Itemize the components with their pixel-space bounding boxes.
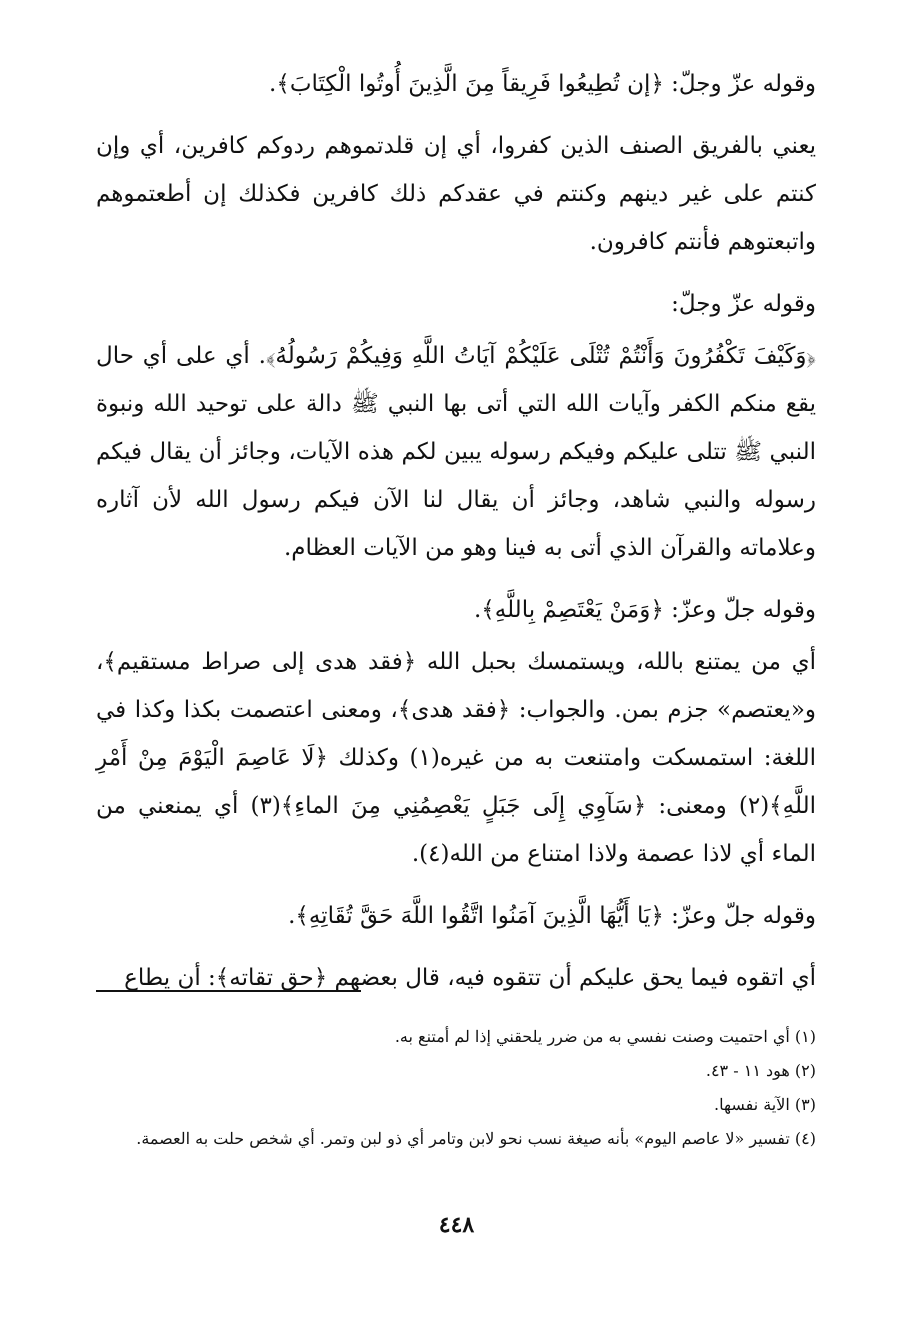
main-text: [96, 60, 816, 1016]
footnote-divider: [96, 990, 361, 992]
paragraph-5: وقوله جلّ وعزّ: ﴿وَمَنْ يَعْتَصِمْ بِاللَّهِ﴾.: [473, 597, 816, 623]
paragraph-6: أي من يمتنع بالله، ويستمسك بحبل الله ﴿فقد هدى إلى صراط مستقيم﴾، و«يعتصم» جزم بمن. والجواب: ﴿فقد هدى﴾، ومعنى اعتصمت بكذا وكذا في اللغة: استمسكت وامتنعت به من غيره(١) وكذلك ﴿لَا عَاصِمَ الْيَوْمَ مِنْ أَمْرِ اللَّهِ﴾(٢) ومعنى: ﴿سَآوِي إِلَى جَبَلٍ يَعْصِمُنِي مِنَ الماءِ﴾(٣) أي يمنعني من الماء أي لاذا عصمة ولاذا امتناع من الله(٤).: [96, 649, 816, 867]
footnote-1: (١) أي احتميت وصنت نفسي به من ضرر يلحقني إذا لم أمتنع به.: [394, 1027, 816, 1046]
paragraph-3: وقوله عزّ وجلّ:: [671, 291, 816, 317]
paragraph-2: يعني بالفريق الصنف الذين كفروا، أي إن قلدتموهم ردوكم كافرين، أي وإن كنتم على غير دينهم وكنتم في عقدكم ذلك كافرين فكذلك إن أطعتموهم واتبعتوهم فأنتم كافرون.: [96, 133, 816, 255]
footnote-2: (٢) هود ١١ - ٤٣.: [705, 1061, 816, 1080]
paragraph-4: ﴿وَكَيْفَ تَكْفُرُونَ وَأَنْتُمْ تُتْلَى عَلَيْكُمْ آيَاتُ اللَّهِ وَفِيكُمْ رَسُولُهُ﴾. أي على أي حال يقع منكم الكفر وآيات الله التي أتى بها النبي ﷺ دالة على توحيد الله ونبوة النبي ﷺ تتلى عليكم وفيكم رسوله يبين لكم هذه الآيات، وجائز أن يقال فيكم رسوله والنبي شاهد، وجائز أن يقال لنا الآن فيكم رسول الله لأن آثاره وعلاماته والقرآن الذي أتى به فينا وهو من الآيات العظام.: [96, 343, 816, 561]
footnotes: [96, 1020, 816, 1156]
paragraph-1: وقوله عزّ وجلّ: ﴿إن تُطِيعُوا فَرِيقاً مِنَ الَّذِينَ أُوتُوا الْكِتَابَ﴾.: [269, 71, 816, 97]
paragraph-7: وقوله جلّ وعزّ: ﴿يَا أَيُّهَا الَّذِينَ آمَنُوا اتَّقُوا اللَّهَ حَقَّ تُقَاتِهِ﴾.: [288, 903, 816, 929]
paragraph-8: أي اتقوه فيما يحق عليكم أن تتقوه فيه، قال بعضهم ﴿حق تقاته﴾: أن يطاع: [124, 965, 816, 991]
footnote-4: (٤) تفسير «لا عاصم اليوم» بأنه صيغة نسب نحو لابن وتامر أي ذو لبن وتمر. أي شخص حلت به العصمة.: [136, 1129, 816, 1148]
footnote-3: (٣) الآية نفسها.: [713, 1095, 816, 1114]
page-number: ٤٤٨: [438, 1212, 475, 1238]
